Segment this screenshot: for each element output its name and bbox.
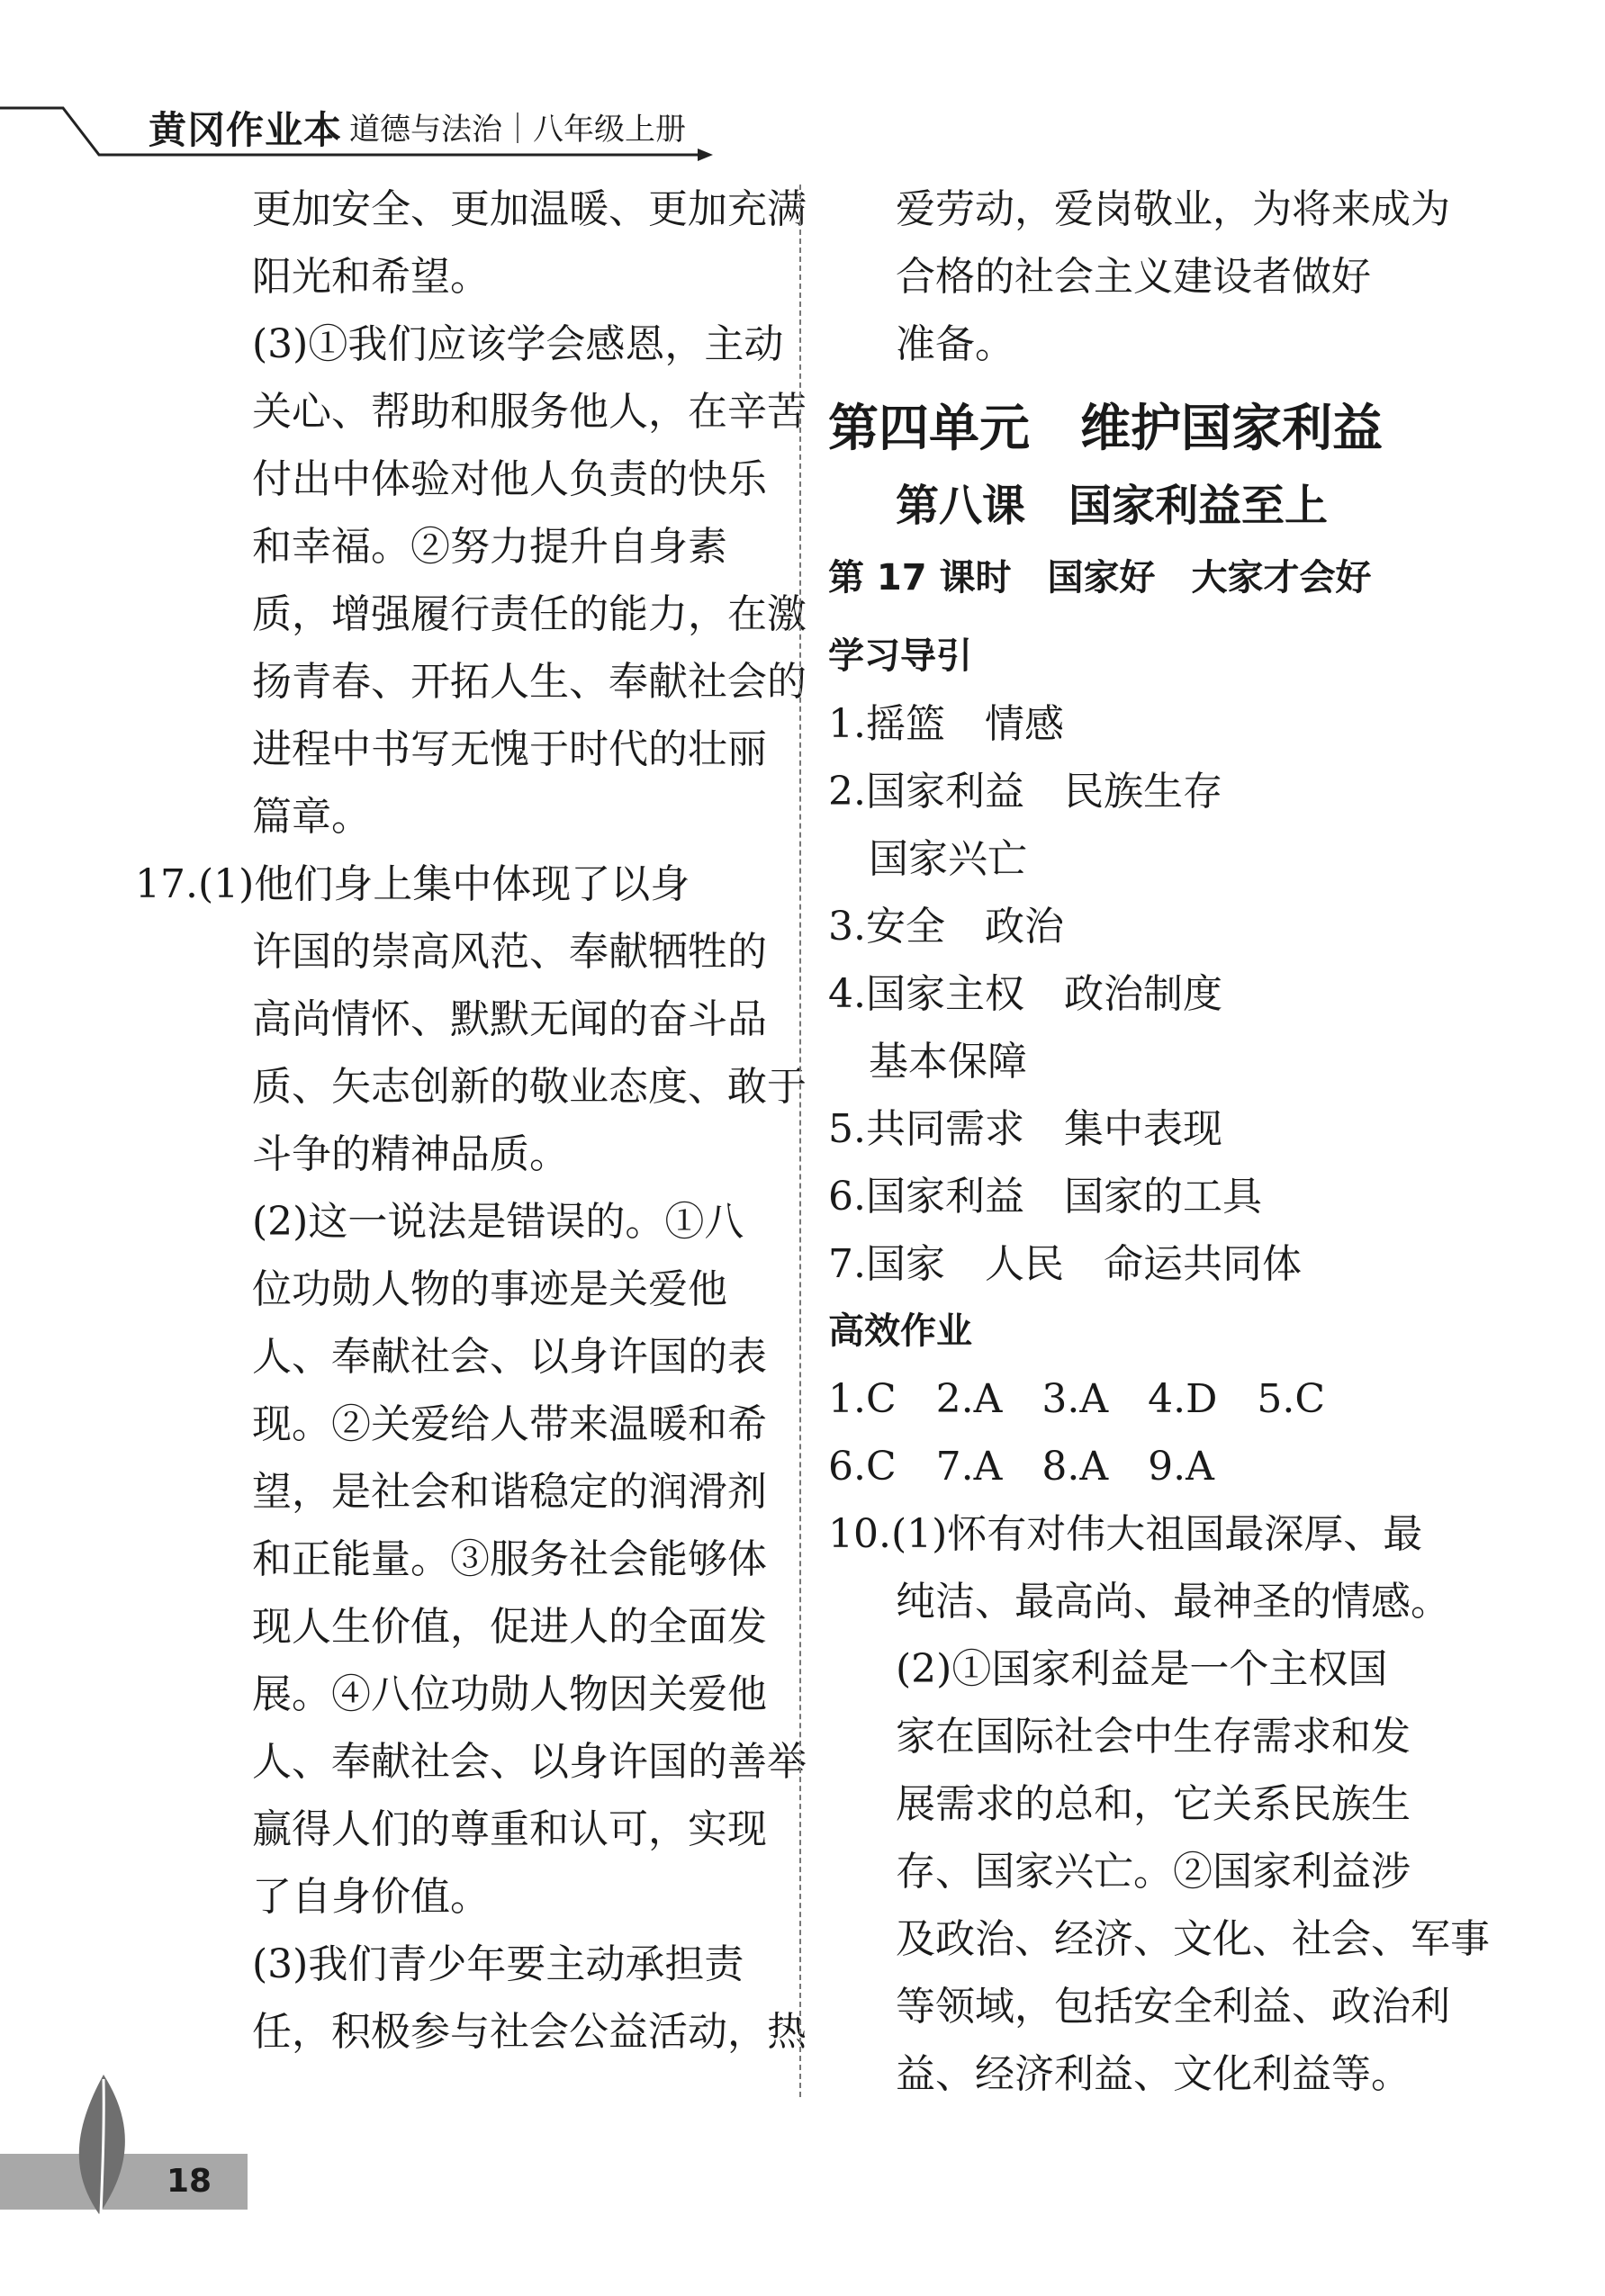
text-line: (3)①我们应该学会感恩，主动: [252, 321, 784, 367]
list-item-cont: 基本保障: [869, 1039, 1027, 1085]
list-item: 7.国家 人民 命运共同体: [828, 1241, 1302, 1287]
section-heading-work: 高效作业: [828, 1310, 972, 1352]
text-line: (2)这一说法是错误的。①八: [252, 1199, 744, 1245]
text-line: 许国的崇高风范、奉献牺牲的: [252, 929, 767, 975]
text-line: 斗争的精神品质。: [252, 1131, 569, 1177]
text-line: 位功勋人物的事迹是关爱他: [252, 1266, 727, 1312]
section-heading-guide: 学习导引: [828, 635, 972, 677]
text-line: 质、矢志创新的敬业态度、敢于: [252, 1064, 807, 1110]
text-line: 纯洁、最高尚、最神圣的情感。: [896, 1579, 1450, 1625]
text-line: 关心、帮助和服务他人，在辛苦: [252, 389, 807, 435]
unit-title: 第四单元 维护国家利益: [828, 400, 1383, 458]
text-line: 人、奉献社会、以身许国的表: [252, 1334, 767, 1380]
answer-row: 1.C 2.A 3.A 4.D 5.C: [828, 1376, 1326, 1422]
text-line: 了自身价值。: [252, 1874, 490, 1920]
lesson-title: 第八课 国家利益至上: [896, 481, 1329, 531]
text-line: 现人生价值，促进人的全面发: [252, 1604, 767, 1650]
text-line: 篇章。: [252, 794, 371, 840]
text-line: 质，增强履行责任的能力，在激: [252, 591, 807, 637]
book-subject: 道德与法治｜八年级上册: [349, 112, 686, 148]
text-line: 任，积极参与社会公益活动，热: [252, 2009, 807, 2055]
answer-10-2: [828, 1635, 1490, 2108]
period-title: 第 17 课时 国家好 大家才会好: [828, 557, 1372, 599]
answer-17-1: [135, 851, 807, 1188]
answer-17-2: [185, 1188, 807, 1931]
text-line: (2)①国家利益是一个主权国: [896, 1646, 1388, 1692]
choice-answers: [828, 1365, 1427, 1500]
left-column: [135, 176, 807, 2066]
text-line: 10.(1)怀有对伟大祖国最深厚、最: [828, 1511, 1423, 1557]
leaf-icon: [63, 2070, 144, 2223]
text-line: 展。④八位功勋人物因关爱他: [252, 1671, 767, 1717]
list-item: 4.国家主权 政治制度: [828, 971, 1222, 1017]
text-line: 扬青春、开拓人生、奉献社会的: [252, 659, 807, 705]
text-line: (3)我们青少年要主动承担责: [252, 1941, 744, 1987]
list-item: 3.安全 政治: [828, 904, 1064, 950]
cont-paragraph: [828, 176, 1450, 378]
text-line: 付出中体验对他人负责的快乐: [252, 456, 767, 502]
text-line: 赢得人们的尊重和认可，实现: [252, 1806, 767, 1852]
text-line: 家在国际社会中生存需求和发: [896, 1714, 1411, 1760]
text-line: 17.(1)他们身上集中体现了以身: [135, 861, 690, 907]
column-divider: [799, 185, 801, 2097]
text-line: 益、经济利益、文化利益等。: [896, 2051, 1411, 2097]
answer-row: 6.C 7.A 8.A 9.A: [828, 1444, 1214, 1490]
list-item: 1.摇篮 情感: [828, 701, 1064, 747]
text-line: 进程中书写无愧于时代的壮丽: [252, 726, 767, 772]
book-brand: 黄冈作业本: [149, 108, 343, 152]
list-item: 5.共同需求 集中表现: [828, 1106, 1222, 1152]
text-line: 展需求的总和，它关系民族生: [896, 1781, 1411, 1827]
answer-17-3: [185, 1931, 807, 2066]
cont-paragraph: [185, 176, 807, 311]
text-line: 和幸福。②努力提升自身素: [252, 524, 727, 570]
text-line: 人、奉献社会、以身许国的善举: [252, 1739, 807, 1785]
list-item: 6.国家利益 国家的工具: [828, 1174, 1262, 1220]
page-header: [0, 0, 1605, 171]
answer-10-1: [828, 1500, 1450, 1635]
text-line: 准备。: [896, 321, 1014, 367]
text-line: 更加安全、更加温暖、更加充满: [252, 186, 807, 232]
list-item: 2.国家利益 民族生存: [828, 769, 1222, 815]
text-line: 存、国家兴亡。②国家利益涉: [896, 1849, 1411, 1895]
right-column: [828, 176, 1490, 2108]
text-line: 望，是社会和谐稳定的润滑剂: [252, 1469, 767, 1515]
text-line: 和正能量。③服务社会能够体: [252, 1536, 767, 1582]
text-line: 爱劳动，爱岗敬业，为将来成为: [896, 186, 1450, 232]
text-line: 及政治、经济、文化、社会、军事: [896, 1916, 1490, 1962]
list-item-cont: 国家兴亡: [869, 836, 1027, 882]
page-number: 18: [167, 2163, 212, 2200]
text-line: 现。②关爱给人带来温暖和希: [252, 1401, 767, 1447]
answer-16-3: [185, 311, 807, 851]
guide-list: [828, 690, 1427, 1298]
text-line: 高尚情怀、默默无闻的奋斗品: [252, 996, 767, 1042]
text-line: 合格的社会主义建设者做好: [896, 254, 1371, 300]
text-line: 等领域，包括安全利益、政治利: [896, 1984, 1450, 2030]
text-line: 阳光和希望。: [252, 254, 490, 300]
